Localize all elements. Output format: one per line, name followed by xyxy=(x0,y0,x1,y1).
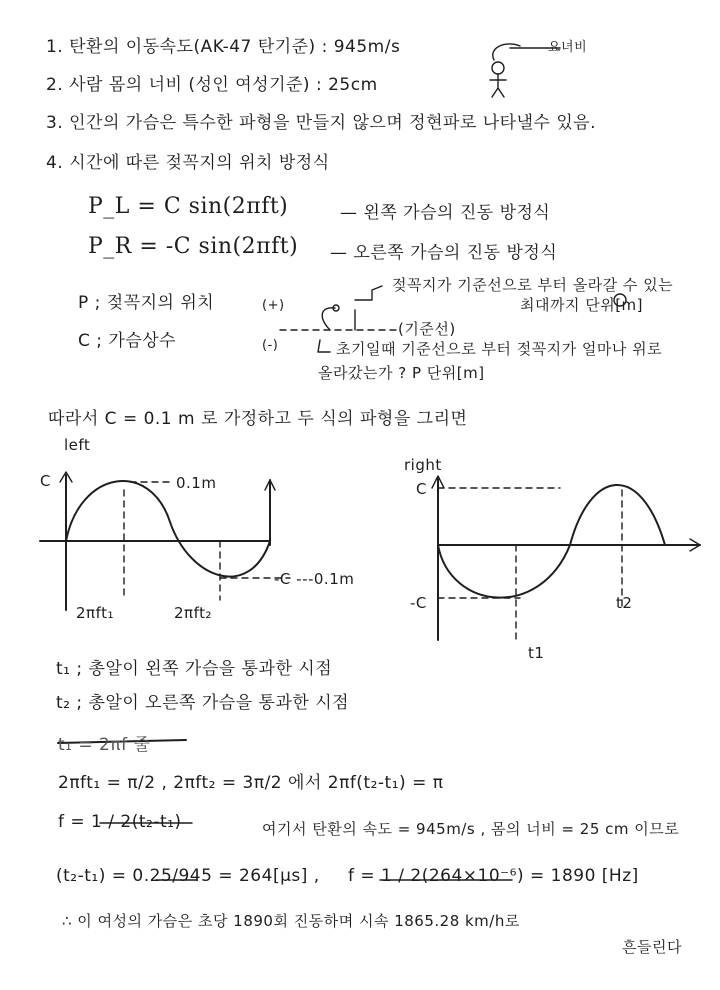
left-graph-neg-c: -C ---0.1m xyxy=(274,570,355,588)
frequency-formula: f = 1 / 2(t₂-t₁) xyxy=(58,812,182,832)
right-graph-title: right xyxy=(404,456,442,474)
note-top-1: 젖꼭지가 기준선으로 부터 올라갈 수 있는 xyxy=(392,276,674,294)
def-p: P ; 젖꼭지의 위치 xyxy=(78,293,215,313)
frequency-desc: 여기서 탄환의 속도 = 945m/s , 몸의 너비 = 25 cm 이므로 xyxy=(262,820,680,838)
conclusion-line-2: 흔들린다 xyxy=(622,938,682,956)
diagram-minus: (-) xyxy=(262,338,279,353)
left-graph-01m: 0.1m xyxy=(176,474,217,492)
equation-left-desc: — 왼쪽 가슴의 진동 방정식 xyxy=(340,203,551,223)
note-bottom-1: 초기일때 기준선으로 부터 젖꼭지가 얼마나 위로 xyxy=(336,340,663,358)
right-sine-curve xyxy=(438,485,665,598)
def-c: C ; 가슴상수 xyxy=(78,331,177,351)
therefore-line: 따라서 C = 0.1 m 로 가정하고 두 식의 파형을 그리면 xyxy=(48,409,468,429)
equation-left: P_L = C sin(2πft) xyxy=(88,194,289,219)
item-4-position-equation: 4. 시간에 따른 젖꼭지의 위치 방정식 xyxy=(46,153,330,173)
time-diff-calc: (t₂-t₁) = 0.25/945 = 264[μs] , xyxy=(56,866,320,886)
left-sine-curve xyxy=(66,481,270,577)
def-t1: t₁ ; 총알이 왼쪽 가슴을 통과한 시점 xyxy=(56,659,333,679)
right-graph-c: C xyxy=(416,480,427,498)
equation-right-desc: — 오른쪽 가슴의 진동 방정식 xyxy=(330,243,558,263)
right-graph xyxy=(432,476,700,640)
left-graph-title: left xyxy=(64,436,91,454)
item-1-bullet-speed: 1. 탄환의 이동속도(AK-47 탄기준) : 945m/s xyxy=(46,37,401,57)
struck-out-line: t₁ = 2πf 줄 xyxy=(58,735,151,755)
calc-phase: 2πft₁ = π/2 , 2πft₂ = 3π/2 에서 2πf(t₂-t₁) = π xyxy=(58,773,444,793)
left-graph-c: C xyxy=(40,472,51,490)
conclusion-line-1: ∴ 이 여성의 가슴은 초당 1890회 진동하며 시속 1865.28 km/h로 xyxy=(62,912,520,930)
item-2-body-width: 2. 사람 몸의 너비 (성인 여성기준) : 25cm xyxy=(46,75,378,95)
left-graph xyxy=(40,472,290,610)
baseline-label: (기준선) xyxy=(398,320,456,338)
left-graph-t1: 2πft₁ xyxy=(76,604,114,622)
note-top-2: 최대까지 단위[m] xyxy=(520,296,644,314)
frequency-value: f = 1 / 2(264×10⁻⁶) = 1890 [Hz] xyxy=(348,866,639,886)
def-t2: t₂ ; 총알이 오른쪽 가슴을 통과한 시점 xyxy=(56,693,350,713)
stick-figure-label: 요녀비 xyxy=(548,40,588,55)
right-graph-neg-c: -C xyxy=(410,594,427,612)
right-graph-t2: t2 xyxy=(616,594,633,612)
note-bottom-2: 올라갔는가 ? P 단위[m] xyxy=(318,364,485,382)
equation-right: P_R = -C sin(2πft) xyxy=(88,234,299,259)
left-graph-t2: 2πft₂ xyxy=(174,604,212,622)
item-3-sine-wave: 3. 인간의 가슴은 특수한 파형을 만들지 않으며 정현파로 나타낼수 있음. xyxy=(46,113,597,133)
diagram-plus: (+) xyxy=(262,298,285,313)
right-graph-t1: t1 xyxy=(528,644,545,662)
